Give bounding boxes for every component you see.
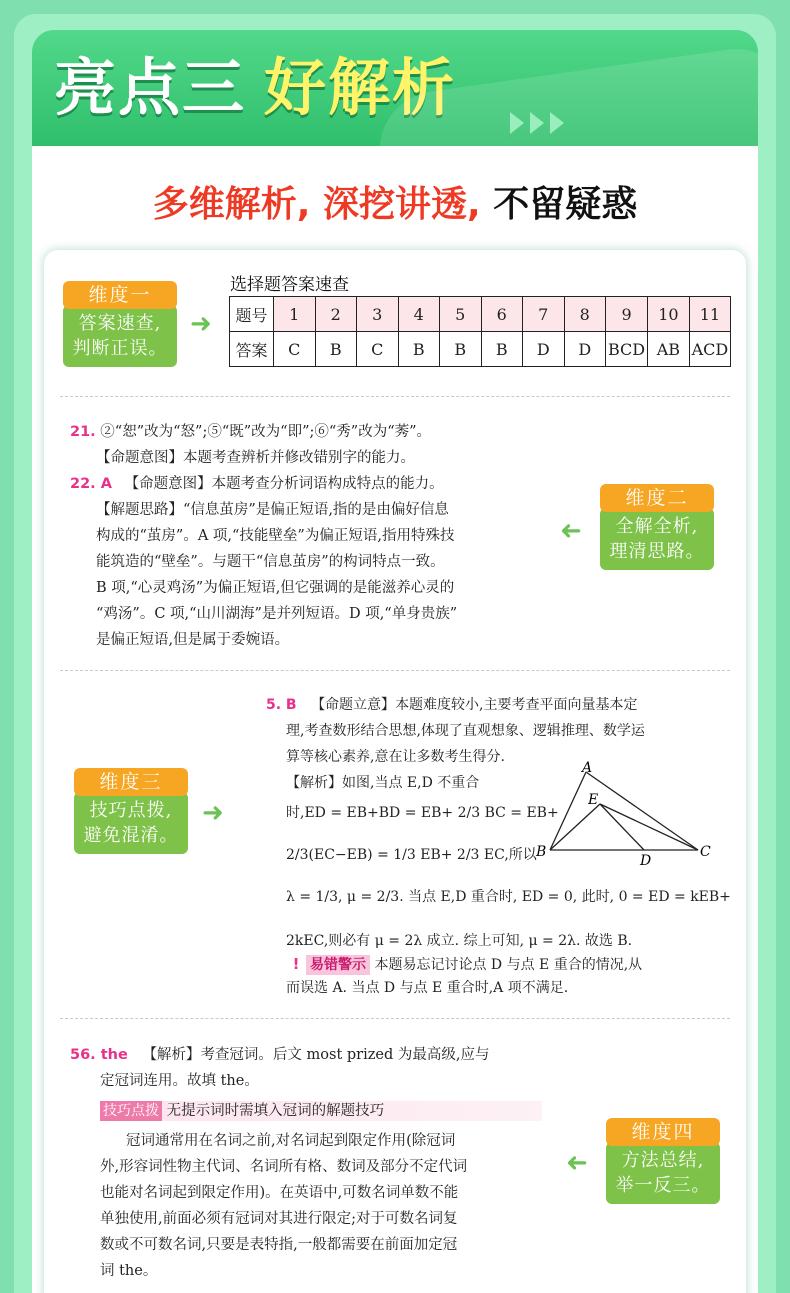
dimension-desc-line: 全解全析, <box>615 516 699 537</box>
dimension-desc <box>600 508 714 570</box>
q5-text: 算等核心素养,意在让多数考生得分. <box>286 749 505 765</box>
banner-title-white: 亮点三 <box>54 51 247 124</box>
q5-text: 而误选 A. 当点 D 与点 E 重合时,A 项不满足. <box>286 980 569 996</box>
dimension-badge-3 <box>74 768 188 854</box>
table-row-label: 答案 <box>230 332 274 367</box>
q21-text: 本题考查辨析并修改错别字的能力。 <box>183 450 415 466</box>
warning-icon: ! <box>292 955 300 973</box>
q21-line-1 <box>70 419 431 445</box>
dimension-desc-line: 方法总结, <box>621 1150 705 1171</box>
table-cell: 7 <box>523 297 565 332</box>
dimension-desc-line: 答案速查, <box>78 313 162 334</box>
table-cell: 3 <box>357 297 399 332</box>
dimension-title: 维度二 <box>600 484 714 512</box>
dimension-desc <box>63 305 177 367</box>
chevron-right-icon <box>510 112 570 138</box>
table-row-label: 题号 <box>230 297 274 332</box>
tip-title-text: 无提示词时需填入冠词的解题技巧 <box>166 1103 385 1119</box>
q56-text: 定冠词连用。故填 the。 <box>100 1073 259 1089</box>
slogan-black: 不留疑惑 <box>480 184 638 225</box>
section-divider <box>60 670 730 671</box>
tip-body-line: 单独使用,前面必须有冠词对其进行限定;对于可数名词复 <box>100 1211 458 1227</box>
q22-text: 本题考查分析词语构成特点的能力。 <box>211 476 444 492</box>
tip-body-line: 数或不可数名词,只要是表特指,一般都需要在前面加定冠 <box>100 1237 458 1253</box>
table-cell: 4 <box>398 297 440 332</box>
dimension-desc <box>74 792 188 854</box>
q22-text: 构成的“茧房”。A 项,“技能壁垒”为偏正短语,指用特殊技 <box>96 528 455 544</box>
triangle-figure <box>530 760 720 870</box>
point-label: B <box>536 844 547 860</box>
table-cell: D <box>523 332 565 367</box>
dimension-desc-line: 避免混淆。 <box>83 825 179 846</box>
section-label: 【解析】 <box>142 1047 201 1063</box>
section-divider <box>60 1018 730 1019</box>
dimension-desc-line: 技巧点拨, <box>89 800 173 821</box>
banner-title <box>54 50 456 126</box>
dimension-badge-1 <box>63 281 177 367</box>
dimension-badge-4 <box>606 1118 720 1204</box>
q5-text: 理,考查数形结合思想,体现了直观想象、逻辑推理、数学运 <box>286 723 645 739</box>
section-label: 【命题意图】 <box>96 450 183 466</box>
q21-line-2 <box>96 445 415 471</box>
table-cell: 9 <box>606 297 648 332</box>
dimension-desc-line: 举一反三。 <box>615 1175 711 1196</box>
arrow-right-icon: ➜ <box>190 309 212 339</box>
banner-title-yellow: 好解析 <box>264 51 457 124</box>
tip-body-line: 外,形容词性物主代词、名词所有格、数词及部分不定代词 <box>100 1159 468 1175</box>
table-cell: 5 <box>440 297 482 332</box>
q5-text: 如图,当点 E,D 不重合 <box>342 775 480 791</box>
question-number: 21. <box>70 424 96 440</box>
question-number: 56. the <box>70 1047 128 1063</box>
section-label: 【解析】 <box>286 775 342 791</box>
table-cell: 10 <box>648 297 690 332</box>
section-label: 【命题意图】 <box>124 476 212 492</box>
q5-text: λ = 1/3, μ = 2/3. 当点 E,D 重合时, ED = 0, 此时, 0 = ED = kEB+ <box>286 889 731 905</box>
q22-text: 是偏正短语,但是属于委婉语。 <box>96 632 290 648</box>
question-number: 22. A <box>70 476 112 492</box>
q56-line-1 <box>70 1042 489 1068</box>
answer-table <box>229 296 731 367</box>
table-row <box>230 297 731 332</box>
table-cell: ACD <box>689 332 731 367</box>
arrow-left-icon: ➜ <box>566 1148 588 1178</box>
dimension-badge-2 <box>600 484 714 570</box>
slogan <box>0 176 790 227</box>
q5-text: 2kEC,则必有 μ = 2λ 成立. 综上可知, μ = 2λ. 故选 B. <box>286 933 633 949</box>
q22-text: “鸡汤”。C 项,“山川湖海”是并列短语。D 项,“单身贵族” <box>96 606 458 622</box>
q22-text: “信息茧房”是偏正短语,指的是由偏好信息 <box>183 502 449 518</box>
point-label: E <box>588 792 599 808</box>
table-cell: 8 <box>564 297 606 332</box>
point-label: A <box>582 760 593 776</box>
q5-warning-line-1 <box>286 951 642 978</box>
q22-text: B 项,“心灵鸡汤”为偏正短语,但它强调的是能滋养心灵的 <box>96 580 455 596</box>
question-number: 5. B <box>266 697 297 713</box>
dimension-desc <box>606 1142 720 1204</box>
table-cell: B <box>315 332 357 367</box>
slogan-red: 多维解析, 深挖讲透, <box>152 184 481 225</box>
section-divider <box>60 396 730 397</box>
tip-tag: 技巧点拨 <box>100 1101 162 1121</box>
table-cell: 2 <box>315 297 357 332</box>
q22-line-2 <box>96 497 449 523</box>
table-cell: AB <box>648 332 690 367</box>
table-cell: B <box>440 332 482 367</box>
tip-title <box>100 1098 384 1124</box>
tip-body-line: 词 the。 <box>100 1263 158 1279</box>
section-label: 【命题立意】 <box>311 697 396 713</box>
table-cell: C <box>274 332 316 367</box>
table-cell: B <box>481 332 523 367</box>
point-label: D <box>640 853 652 869</box>
table-cell: B <box>398 332 440 367</box>
q5-text: 时,ED = EB+BD = EB+ 2/3 BC = EB+ <box>286 805 559 821</box>
table-cell: 6 <box>481 297 523 332</box>
table-row <box>230 332 731 367</box>
q5-line-1 <box>266 692 638 718</box>
arrow-right-icon: ➜ <box>202 798 224 828</box>
warning-tag: 易错警示 <box>306 955 370 975</box>
q21-text: ②“恕”改为“怒”;⑤“既”改为“即”;⑥“秀”改为“莠”。 <box>100 424 432 440</box>
q22-line-1 <box>70 471 444 497</box>
q5-text: 本题难度较小,主要考查平面向量基本定 <box>395 697 638 713</box>
arrow-left-icon: ➜ <box>560 516 582 546</box>
q22-text: 能筑造的“壁垒”。与题干“信息茧房”的构词特点一致。 <box>96 554 445 570</box>
tip-body-line: 也能对名词起到限定作用)。在英语中,可数名词单数不能 <box>100 1185 459 1201</box>
table-cell: C <box>357 332 399 367</box>
q5-text: 本题易忘记讨论点 D 与点 E 重合的情况,从 <box>374 957 643 973</box>
section-label: 【解题思路】 <box>96 502 183 518</box>
table-cell: 11 <box>689 297 731 332</box>
tip-body-line: 冠词通常用在名词之前,对名词起到限定作用(除冠词 <box>126 1133 456 1149</box>
header-banner <box>32 30 758 148</box>
dimension-title: 维度四 <box>606 1118 720 1146</box>
table-cell: 1 <box>274 297 316 332</box>
q5-text: 2/3(EC−EB) = 1/3 EB+ 2/3 EC,所以 <box>286 847 537 863</box>
dimension-title: 维度一 <box>63 281 177 309</box>
dimension-desc-line: 理清思路。 <box>609 541 705 562</box>
answer-table-title: 选择题答案速查 <box>230 275 349 295</box>
point-label: C <box>700 844 711 860</box>
dimension-title: 维度三 <box>74 768 188 796</box>
q5-jiexi-line-1 <box>286 770 479 796</box>
table-cell: BCD <box>606 332 648 367</box>
q56-text: 考查冠词。后文 most prized 为最高级,应与 <box>200 1047 490 1063</box>
table-cell: D <box>564 332 606 367</box>
dimension-desc-line: 判断正误。 <box>72 338 168 359</box>
